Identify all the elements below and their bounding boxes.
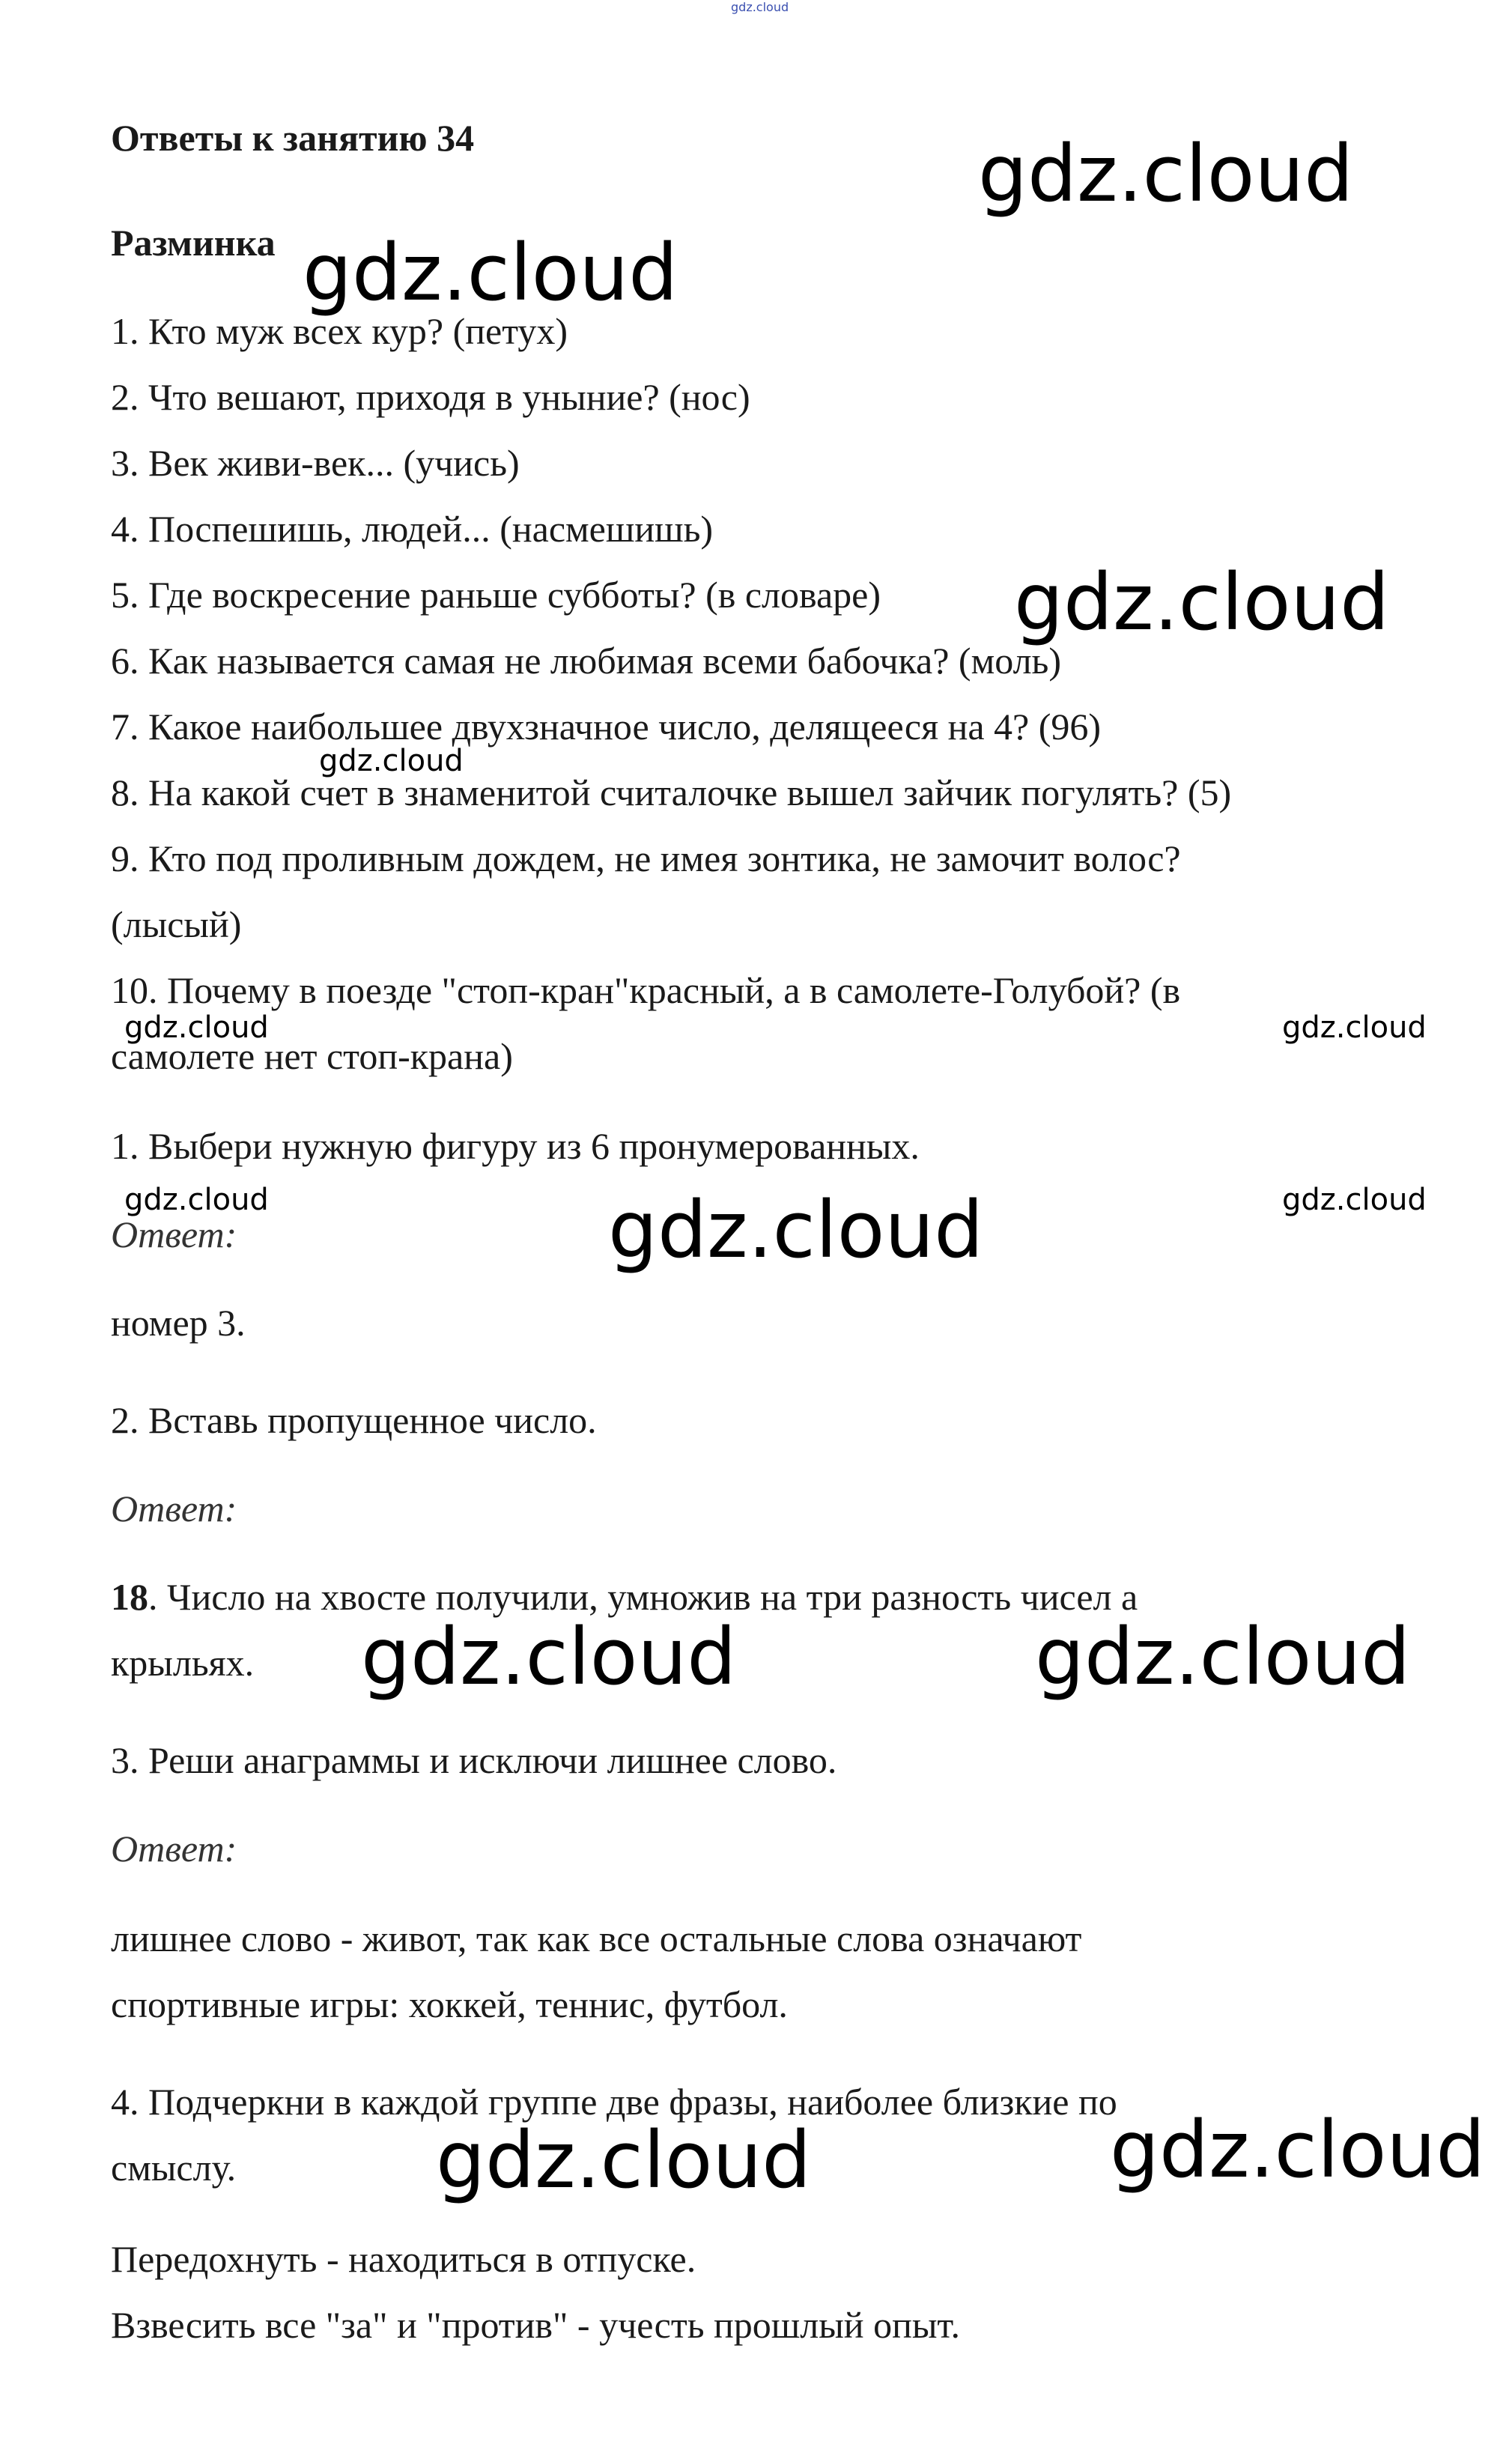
task3-question: 3. Реши анаграммы и исключи лишнее слово. bbox=[111, 1739, 837, 1781]
warmup-item: 9. Кто под проливным дождем, не имея зонтика, не замочит волос? bbox=[111, 837, 1181, 879]
warmup-item: (лысый) bbox=[111, 903, 242, 945]
watermark: gdz.cloud bbox=[978, 128, 1354, 219]
header-watermark: gdz.cloud bbox=[731, 0, 789, 14]
task3-answer-line: спортивные игры: хоккей, теннис, футбол. bbox=[111, 1983, 788, 2025]
warmup-item: 10. Почему в поезде "стоп-кран"красный, а в самолете-Голубой? (в bbox=[111, 969, 1181, 1011]
warmup-item: 4. Поспешишь, людей... (насмешишь) bbox=[111, 508, 714, 550]
watermark: gdz.cloud bbox=[1282, 1010, 1427, 1045]
warmup-item: 8. На какой счет в знаменитой считалочке вышел зайчик погулять? (5) bbox=[111, 771, 1232, 813]
task2-answer-line: крыльях. bbox=[111, 1642, 255, 1684]
warmup-item: 3. Век живи-век... (учись) bbox=[111, 442, 520, 484]
warmup-item: 5. Где воскресение раньше субботы? (в словаре) bbox=[111, 574, 881, 616]
task2-answer-number: 18 bbox=[111, 1576, 148, 1618]
warmup-item: 1. Кто муж всех кур? (петух) bbox=[111, 310, 568, 352]
page-title: Ответы к занятию 34 bbox=[111, 117, 475, 159]
task3-answer-label: Ответ: bbox=[111, 1828, 237, 1870]
task4-answer-line: Передохнуть - находиться в отпуске. bbox=[111, 2238, 696, 2280]
warmup-item: самолете нет стоп-крана) bbox=[111, 1035, 513, 1077]
watermark: gdz.cloud bbox=[361, 1611, 737, 1702]
watermark: gdz.cloud bbox=[124, 1010, 269, 1045]
watermark: gdz.cloud bbox=[1035, 1611, 1411, 1702]
task2-answer-text: . Число на хвосте получили, умножив на три разность чисел а bbox=[148, 1576, 1138, 1618]
watermark: gdz.cloud bbox=[1014, 557, 1390, 648]
task2-answer-label: Ответ: bbox=[111, 1488, 237, 1529]
warmup-item: 2. Что вешают, приходя в уныние? (нос) bbox=[111, 376, 750, 418]
watermark: gdz.cloud bbox=[436, 2114, 812, 2206]
task4-answer-line: Взвесить все "за" и "против" - учесть прошлый опыт. bbox=[111, 2304, 961, 2346]
task1-answer: номер 3. bbox=[111, 1302, 246, 1344]
task3-answer-line: лишнее слово - живот, так как все остальные слова означают bbox=[111, 1917, 1082, 1959]
warmup-item: 7. Какое наибольшее двухзначное число, делящееся на 4? (96) bbox=[111, 706, 1102, 748]
task4-question-line: смыслу. bbox=[111, 2147, 237, 2189]
warmup-heading: Разминка bbox=[111, 222, 276, 264]
task1-answer-label: Ответ: bbox=[111, 1213, 237, 1255]
watermark: gdz.cloud bbox=[303, 227, 678, 318]
watermark: gdz.cloud bbox=[319, 744, 464, 778]
task4-question: 4. Подчеркни в каждой группе две фразы, наиболее близкие по bbox=[111, 2081, 1117, 2123]
task1-question: 1. Выбери нужную фигуру из 6 пронумерованных. bbox=[111, 1125, 920, 1167]
warmup-item: 6. Как называется самая не любимая всеми бабочка? (моль) bbox=[111, 640, 1061, 682]
watermark: gdz.cloud bbox=[1282, 1183, 1427, 1217]
watermark: gdz.cloud bbox=[608, 1184, 984, 1276]
task2-question: 2. Вставь пропущенное число. bbox=[111, 1399, 597, 1441]
watermark: gdz.cloud bbox=[124, 1183, 269, 1217]
watermark: gdz.cloud bbox=[1110, 2104, 1486, 2195]
